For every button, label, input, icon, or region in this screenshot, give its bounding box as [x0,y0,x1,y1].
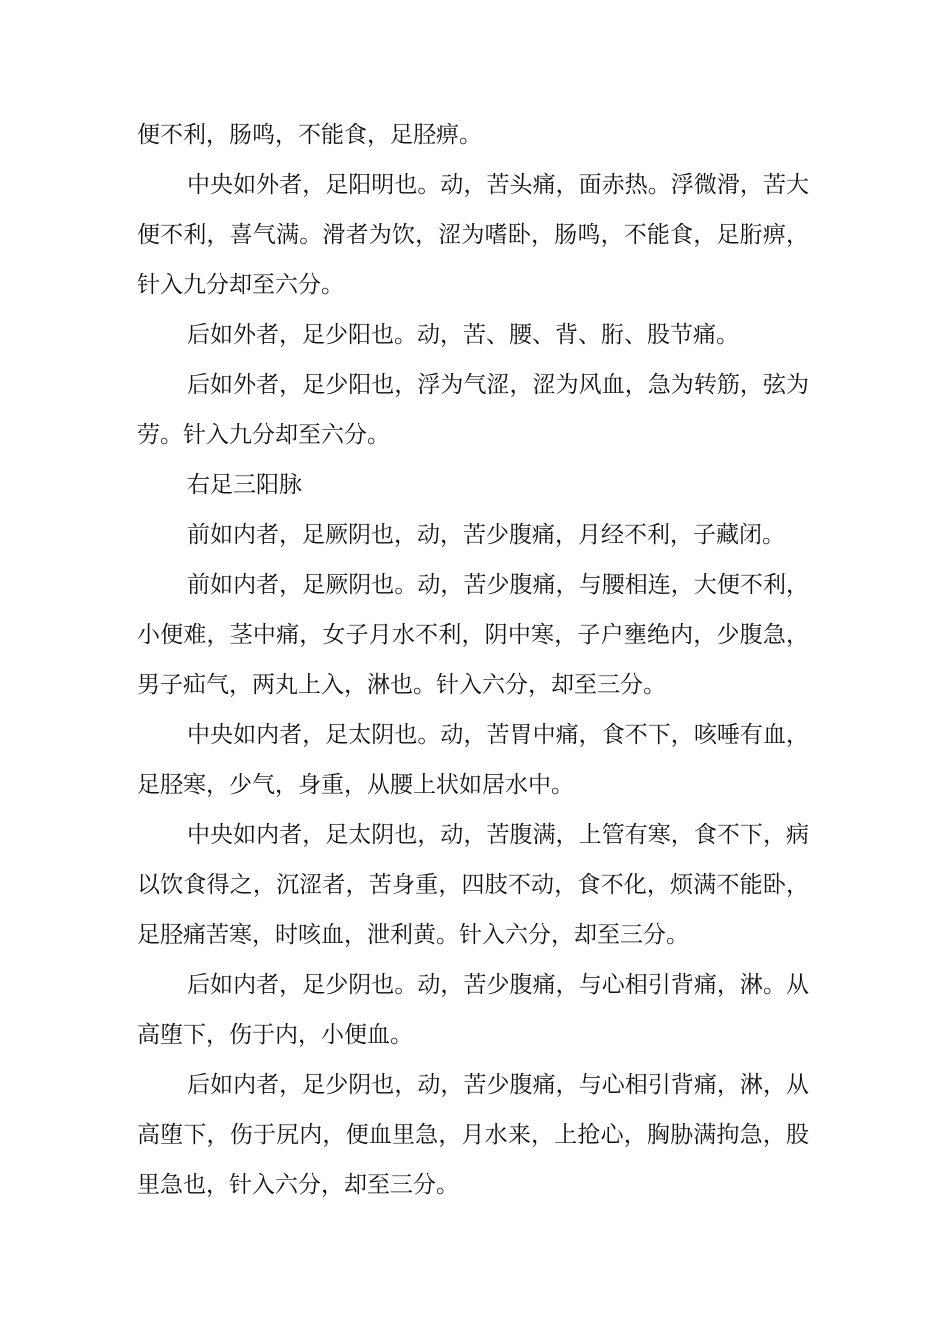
paragraph-10: 后如内者，足少阴也。动，苦少腹痛，与心相引背痛，淋。从高堕下，伤于内，小便血。 [137,972,809,1048]
paragraph-8: 中央如内者，足太阴也。动，苦胃中痛，食不下，咳唾有血，足胫寒，少气，身重，从腰上状如居水中。 [137,722,809,798]
paragraph-6: 前如内者，足厥阴也，动，苦少腹痛，月经不利，子藏闭。 [187,522,785,548]
document-body [137,110,809,1210]
paragraph-11: 后如内者，足少阴也，动，苦少腹痛，与心相引背痛，淋，从高堕下，伤于尻内，便血里急，月水来，上抢心，胸胁满拘急，股里急也，针入六分，却至三分。 [137,1072,809,1198]
paragraph-1: 便不利，肠鸣，不能食，足胫痹。 [137,122,482,148]
paragraph-3: 后如外者，足少阳也。动，苦、腰、背、胻、股节痛。 [187,322,739,348]
paragraph-7: 前如内者，足厥阴也。动，苦少腹痛，与腰相连，大便不利，小便难，茎中痛，女子月水不利，阴中寒，子户壅绝内，少腹急，男子疝气，两丸上入，淋也。针入六分，却至三分。 [137,572,809,698]
paragraph-2: 中央如外者，足阳明也。动，苦头痛，面赤热。浮微滑，苦大便不利，喜气满。滑者为饮，涩为嗜卧，肠鸣，不能食，足胻痹，针入九分却至六分。 [137,172,809,298]
paragraph-4: 后如外者，足少阳也，浮为气涩，涩为风血，急为转筋，弦为劳。针入九分却至六分。 [137,372,809,448]
paragraph-9: 中央如内者，足太阴也，动，苦腹满，上管有寒，食不下，病以饮食得之，沉涩者，苦身重，四肢不动，食不化，烦满不能卧，足胫痛苦寒，时咳血，泄利黄。针入六分，却至三分。 [137,822,809,948]
section-heading: 右足三阳脉 [187,472,302,498]
